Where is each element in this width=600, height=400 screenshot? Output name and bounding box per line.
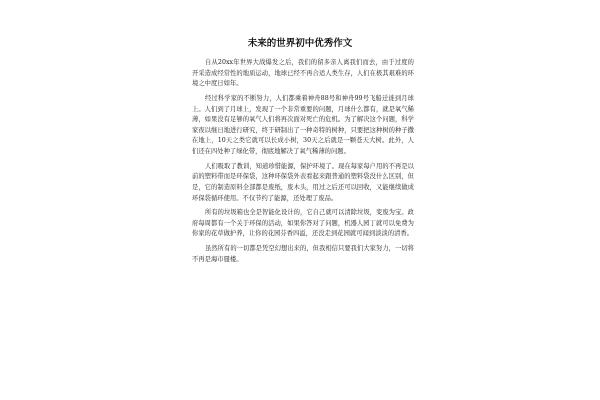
paragraph-2: 经过科学家的不断努力，人们都乘着神舟88号和神舟99号飞船迁徙到月球上。人们到了月球上，发现了一个非常重要的问题，月球什么都有，就是氧气稀薄，如果没有足够的氧气人们将再次面对死亡的危机。为了解决这个问题，科学家夜以继日地进行研究，终于研制出了一种奇特的树种，只要把这种树的种子撒在地上，10天之类它就可以长成小树，30天之后就是一颗苍天大树。此外，人们还在四处种了绿化带，彻底地解决了氧气稀薄的问题。 bbox=[192, 94, 414, 155]
document-title: 未来的世界初中优秀作文 bbox=[247, 38, 353, 49]
paragraph-3: 人们吸取了教训，知道珍惜能源，保护环境了。现在每家每户用的不再是以前的塑料带而是环保袋，这种环保袋外表看起来跟普通的塑料袋没什么区别，但是，它的制造原料全部都是废纸，废木头，用过之后还可以回收，又能继续做成环保袋循环使用。不仅节约了能源，还处理了废品。 bbox=[192, 162, 414, 202]
document-body bbox=[192, 58, 414, 270]
paragraph-5: 虽然所有的一切都是凭空幻想出来的，但我相信只要我们大家努力，一切将不再是海市蜃楼。 bbox=[192, 245, 414, 263]
paragraph-4: 所有的垃圾箱也全是智能化设计的，它自己就可以清除垃圾，变废为宝。政府每周都有一个关于环保的活动，如果你答对了问题，机器人园丁就可以免费为你家的花草做护养，让你的花园芬香四溢，还没走到花园就可闻到淡淡的清香。 bbox=[192, 209, 414, 238]
paragraph-1: 自从20xx年世界大战爆发之后，我们的留多亲人离我们而去，由于过度的开采造成经常性的地质运动，地球已经不再合适人类生存，人们在极其艰难的环境之中度日如年。 bbox=[192, 59, 414, 88]
